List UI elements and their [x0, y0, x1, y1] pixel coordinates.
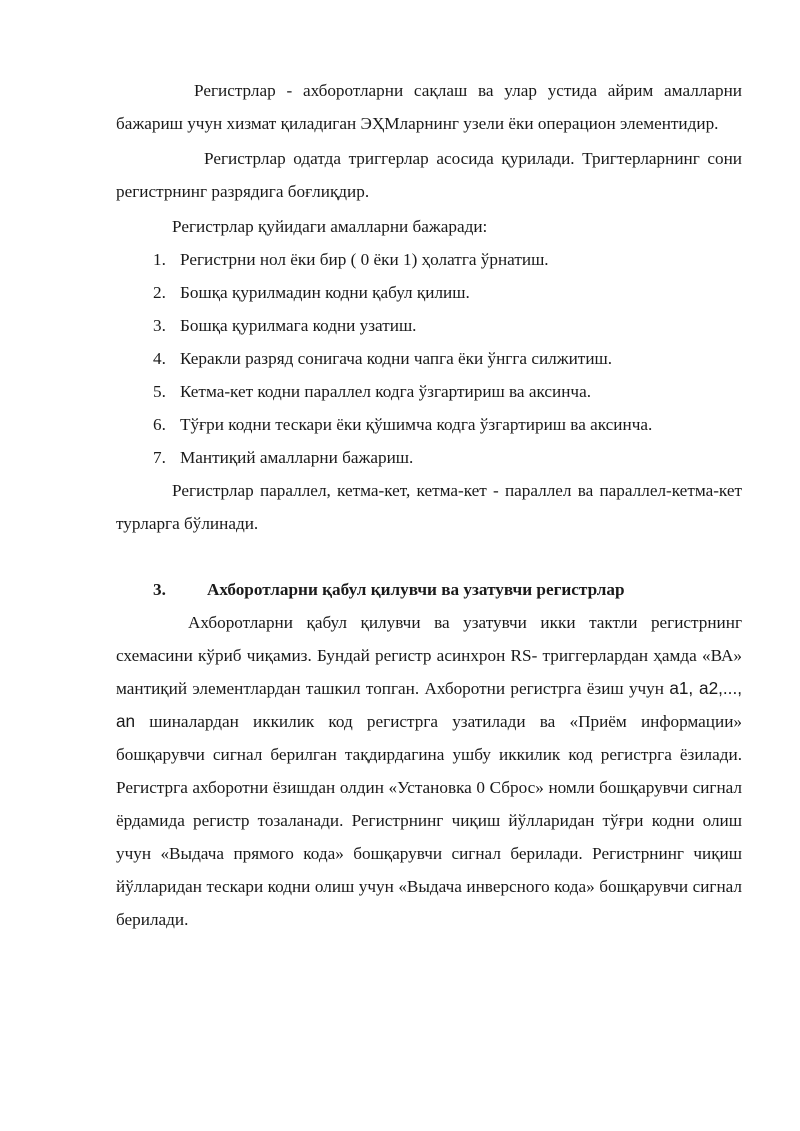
section-number: 3. [153, 580, 166, 599]
list-item [116, 441, 742, 474]
list-item-text: Тўғри кодни тескари ёки қўшимча кодга ўзгартириш ва аксинча. [180, 415, 653, 434]
list-item-number: 3. [153, 316, 166, 335]
list-item-number: 1. [153, 250, 166, 269]
document-page [116, 74, 742, 936]
list-item [116, 375, 742, 408]
list-item-text: Регистрни нол ёки бир ( 0 ёки 1) ҳолатга ўрнатиш. [180, 250, 549, 269]
paragraph-register-types: Регистрлар параллел, кетма-кет, кетма-кет - параллел ва параллел-кетма-кет турларга бўлинади. [116, 481, 742, 533]
paragraph-triggers: Регистрлар одатда триггерлар асосида қурилади. Тригтерларнинг сони регистрнинг разрядига боғлиқдир. [116, 149, 742, 201]
list-item-text: Бошқа қурилмадин кодни қабул қилиш. [180, 283, 470, 302]
operations-list [116, 243, 742, 474]
list-item-number: 2. [153, 283, 166, 302]
list-item-number: 5. [153, 382, 166, 401]
list-item [116, 276, 742, 309]
section-title: Ахборотларни қабул қилувчи ва узатувчи регистрлар [207, 580, 625, 599]
list-item-text: Бошқа қурилмага кодни узатиш. [180, 316, 417, 335]
paragraph-text-end: шиналардан иккилик код регистрга узатилади ва «Приём информации» бошқарувчи сигнал берилган тақдирдагина ушбу иккилик код регистрга ёзилади. Регистрга ахборотни ёзишдан олдин «Установка 0 Сброс» номли бошқарувчи сигнал ёрдамида регистр тозаланади. Регистрнинг чиқиш йўлларидан тўғри кодни олиш учун «Выдача прямого кода» бошқарувчи сигнал берилади. Регистрнинг чиқиш йўлларидан тескари кодни олиш учун «Выдача инверсного кода» бошқарувчи сигнал берилади. [116, 712, 742, 929]
paragraph-registers-definition: Регистрлар - ахборотларни сақлаш ва улар устида айрим амалларни бажариш учун хизмат қиладиган ЭҲМларнинг узели ёки операцион элементидир. [116, 81, 742, 133]
list-item [116, 408, 742, 441]
list-item-number: 7. [153, 448, 166, 467]
list-item [116, 342, 742, 375]
paragraph-scheme-description [116, 606, 742, 936]
list-item-text: Мантиқий амалларни бажариш. [180, 448, 414, 467]
paragraph-operations-intro: Регистрлар қуйидаги амалларни бажаради: [172, 217, 488, 236]
section-heading [116, 573, 742, 606]
list-item [116, 243, 742, 276]
list-item [116, 309, 742, 342]
list-item-number: 6. [153, 415, 166, 434]
bus-variables: a1, a2,..., an [116, 678, 742, 731]
list-item-text: Керакли разряд сонигача кодни чапга ёки ўнгга силжитиш. [180, 349, 613, 368]
list-item-number: 4. [153, 349, 166, 368]
paragraph-text-start: Ахборотларни қабул қилувчи ва узатувчи икки тактли регистрнинг схемасини кўриб чиқамиз. Бундай регистр асинхрон RS- триггерлардан ҳамда «ВА» мантиқий элементлардан ташкил топган. Ахборотни регистрга ёзиш учун [116, 613, 742, 698]
list-item-text: Кетма-кет кодни параллел кодга ўзгартириш ва аксинча. [180, 382, 592, 401]
